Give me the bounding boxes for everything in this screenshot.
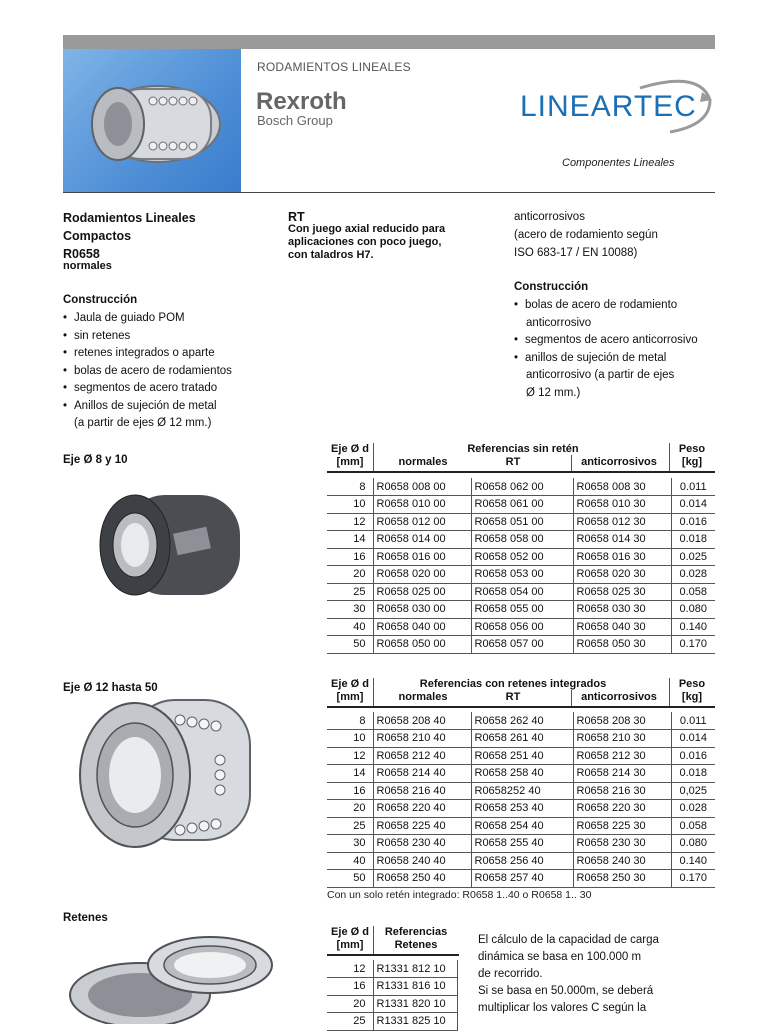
shaft-cell: 25 (327, 583, 373, 601)
anticorrosion-line3: ISO 683-17 / EN 10088) (514, 247, 638, 259)
anticorrosive-ref-cell: R0658 020 30 (573, 566, 671, 584)
shaft-cell: 30 (327, 835, 373, 853)
weight-cell: 0.014 (671, 496, 715, 514)
table-row (327, 835, 715, 853)
shaft-cell: 50 (327, 636, 373, 654)
table-row (327, 583, 715, 601)
t1-header-col3: anticorrosivos (581, 456, 657, 468)
construction-heading-right: Construcción (514, 281, 589, 293)
normal-ref-cell: R0658 225 40 (373, 817, 471, 835)
rt-ref-cell: R0658 261 40 (471, 730, 573, 748)
t3-header-divider (373, 926, 374, 954)
weight-cell: 0.080 (671, 835, 715, 853)
construction-list (63, 310, 232, 415)
references-table-integrated-seals (327, 712, 715, 888)
construction-heading: Construcción (63, 294, 138, 306)
rt-ref-cell: R0658252 40 (471, 782, 573, 800)
anticorrosive-ref-cell: R0658 250 30 (573, 870, 671, 888)
shaft-label-small: Eje Ø 8 y 10 (63, 454, 128, 466)
t1-header-weight-label: Peso (678, 443, 706, 455)
bearing-open-image (70, 690, 270, 860)
table-row (327, 531, 715, 549)
normal-ref-cell: R0658 230 40 (373, 835, 471, 853)
t3-header-shaft (327, 926, 373, 952)
list-item-cont: Ø 12 mm.) (526, 387, 581, 399)
t3-header-shaft-unit: [mm] (336, 939, 364, 951)
normal-ref-cell: R0658 025 00 (373, 583, 471, 601)
weight-cell: 0.011 (671, 478, 715, 496)
weight-cell: 0.016 (671, 513, 715, 531)
partner-logo: LINEARTEC (520, 90, 697, 123)
t1-header-divider (373, 443, 374, 471)
calc-note-line3: de recorrido. (478, 968, 543, 980)
t1-header-weight (670, 443, 714, 469)
weight-cell: 0.011 (671, 712, 715, 730)
t1-header-shaft-label: Eje Ø d (331, 443, 369, 455)
single-seal-note: Con un solo retén integrado: R0658 1..40 o R0658 1.. 30 (327, 889, 592, 901)
rt-ref-cell: R0658 254 40 (471, 817, 573, 835)
t2-header-divider (373, 678, 374, 706)
normal-ref-cell: R0658 212 40 (373, 747, 471, 765)
table-row (327, 566, 715, 584)
t1-header-weight-unit: [kg] (681, 456, 703, 468)
normal-ref-cell: R0658 016 00 (373, 548, 471, 566)
normal-ref-cell: R0658 014 00 (373, 531, 471, 549)
list-item: • bolas de acero de rodamientos (63, 363, 232, 381)
brand-logo: Rexroth (256, 88, 347, 115)
anticorrosive-ref-cell: R0658 025 30 (573, 583, 671, 601)
anticorrosive-ref-cell: R0658 240 30 (573, 852, 671, 870)
anticorrosive-ref-cell: R0658 030 30 (573, 601, 671, 619)
t2-header-col3: anticorrosivos (581, 691, 657, 703)
normal-ref-cell: R0658 010 00 (373, 496, 471, 514)
product-title-line2: Compactos (63, 229, 132, 243)
normal-ref-cell: R0658 050 00 (373, 636, 471, 654)
rt-ref-cell: R0658 258 40 (471, 765, 573, 783)
rt-ref-cell: R0658 257 40 (471, 870, 573, 888)
t1-header-rule (327, 471, 715, 473)
t3-header-rule (327, 954, 459, 956)
shaft-cell: 40 (327, 618, 373, 636)
weight-cell: 0.018 (671, 765, 715, 783)
rt-ref-cell: R0658 057 00 (471, 636, 573, 654)
shaft-cell: 16 (327, 548, 373, 566)
brand-subtitle: Bosch Group (257, 113, 333, 128)
t2-header-shaft-label: Eje Ø d (331, 678, 369, 690)
shaft-cell: 12 (327, 747, 373, 765)
table-row (327, 782, 715, 800)
anticorrosive-ref-cell: R0658 008 30 (573, 478, 671, 496)
normal-ref-cell: R0658 240 40 (373, 852, 471, 870)
table-row (327, 601, 715, 619)
anticorrosive-ref-cell: R0658 230 30 (573, 835, 671, 853)
shaft-label-large: Eje Ø 12 hasta 50 (63, 682, 158, 694)
normal-ref-cell: R0658 210 40 (373, 730, 471, 748)
t3-header-shaft-label: Eje Ø d (331, 926, 369, 938)
list-item: • Anillos de sujeción de metal (63, 398, 232, 416)
construction-note: (a partir de ejes Ø 12 mm.) (74, 417, 212, 429)
rt-ref-cell: R0658 054 00 (471, 583, 573, 601)
list-item: • bolas de acero de rodamiento (514, 297, 677, 315)
table-row (327, 960, 457, 978)
anticorrosive-ref-cell: R0658 210 30 (573, 730, 671, 748)
header-bar (63, 35, 715, 49)
product-title-line1: Rodamientos Lineales (63, 211, 196, 225)
weight-cell: 0.028 (671, 566, 715, 584)
table-row (327, 978, 457, 996)
anticorrosive-ref-cell: R0658 012 30 (573, 513, 671, 531)
rt-ref-cell: R0658 256 40 (471, 852, 573, 870)
rt-desc-1: Con juego axial reducido para (288, 223, 446, 235)
calc-note-line4: Si se basa en 50.000m, se deberá (478, 985, 654, 997)
shaft-cell: 25 (327, 817, 373, 835)
anticorrosive-ref-cell: R0658 010 30 (573, 496, 671, 514)
weight-cell: 0.016 (671, 747, 715, 765)
shaft-cell: 10 (327, 496, 373, 514)
weight-cell: 0.025 (671, 548, 715, 566)
list-item: • anillos de sujeción de metal (514, 350, 698, 368)
rt-ref-cell: R0658 051 00 (471, 513, 573, 531)
t3-header-ref-label: Referencias (384, 926, 448, 938)
t1-header-divider (669, 443, 670, 471)
t2-header-shaft (327, 678, 373, 704)
t1-header-col1: normales (398, 456, 448, 468)
partner-tagline: Componentes Lineales (562, 157, 675, 169)
normal-ref-cell: R0658 220 40 (373, 800, 471, 818)
seals-image (60, 935, 280, 1024)
shaft-cell: 12 (327, 960, 373, 978)
table-row (327, 747, 715, 765)
shaft-cell: 10 (327, 730, 373, 748)
rt-ref-cell: R0658 255 40 (471, 835, 573, 853)
t2-header-group: Referencias con retenes integrados (419, 678, 607, 690)
header-divider (63, 192, 715, 193)
shaft-cell: 8 (327, 478, 373, 496)
table-row (327, 548, 715, 566)
rt-ref-cell: R0658 253 40 (471, 800, 573, 818)
weight-cell: 0.140 (671, 618, 715, 636)
table-row (327, 817, 715, 835)
normal-ref-cell: R0658 216 40 (373, 782, 471, 800)
weight-cell: 0.014 (671, 730, 715, 748)
product-model: R0658 (63, 247, 100, 261)
shaft-cell: 20 (327, 995, 373, 1013)
normal-ref-cell: R0658 214 40 (373, 765, 471, 783)
t3-header-ref-sub: Retenes (394, 939, 438, 951)
table-row (327, 636, 715, 654)
category-label: RODAMIENTOS LINEALES (257, 60, 411, 74)
shaft-cell: 8 (327, 712, 373, 730)
table-row (327, 870, 715, 888)
anticorrosive-ref-cell: R0658 225 30 (573, 817, 671, 835)
rt-ref-cell: R0658 251 40 (471, 747, 573, 765)
weight-cell: 0.170 (671, 636, 715, 654)
seal-ref-cell: R1331 816 10 (373, 978, 457, 996)
list-item: • retenes integrados o aparte (63, 345, 232, 363)
t1-header-group: Referencias sin retén (467, 443, 579, 455)
weight-cell: 0.028 (671, 800, 715, 818)
weight-cell: 0.140 (671, 852, 715, 870)
weight-cell: 0.080 (671, 601, 715, 619)
normal-ref-cell: R0658 250 40 (373, 870, 471, 888)
shaft-cell: 16 (327, 978, 373, 996)
rt-desc-2: aplicaciones con poco juego, (288, 236, 442, 248)
t2-header-rule (327, 706, 715, 708)
rt-desc-3: con taladros H7. (288, 249, 374, 261)
shaft-cell: 20 (327, 566, 373, 584)
rt-ref-cell: R0658 058 00 (471, 531, 573, 549)
anticorrosive-ref-cell: R0658 014 30 (573, 531, 671, 549)
weight-cell: 0,025 (671, 782, 715, 800)
t1-header-shaft (327, 443, 373, 469)
seal-ref-cell: R1331 812 10 (373, 960, 457, 978)
seal-ref-cell: R1331 820 10 (373, 995, 457, 1013)
table-row (327, 1013, 457, 1031)
normal-ref-cell: R0658 008 00 (373, 478, 471, 496)
table-row (327, 513, 715, 531)
weight-cell: 0.018 (671, 531, 715, 549)
shaft-cell: 14 (327, 765, 373, 783)
table-row (327, 852, 715, 870)
product-variant: normales (63, 260, 112, 272)
product-photo (63, 49, 241, 192)
list-item-cont: anticorrosivo (526, 317, 592, 329)
normal-ref-cell: R0658 030 00 (373, 601, 471, 619)
construction-list-right (514, 297, 677, 315)
t1-header-col2: RT (505, 456, 521, 468)
anticorrosive-ref-cell: R0658 212 30 (573, 747, 671, 765)
t1-header-shaft-unit: [mm] (336, 456, 364, 468)
list-item: • segmentos de acero anticorrosivo (514, 332, 698, 350)
references-table-no-seal (327, 478, 715, 654)
table-row (327, 618, 715, 636)
anticorrosive-ref-cell: R0658 216 30 (573, 782, 671, 800)
shaft-cell: 30 (327, 601, 373, 619)
t2-header-weight (670, 678, 714, 704)
anticorrosive-ref-cell: R0658 214 30 (573, 765, 671, 783)
anticorrosive-ref-cell: R0658 050 30 (573, 636, 671, 654)
table-row (327, 496, 715, 514)
anticorrosive-ref-cell: R0658 016 30 (573, 548, 671, 566)
shaft-cell: 40 (327, 852, 373, 870)
anticorrosive-ref-cell: R0658 220 30 (573, 800, 671, 818)
list-item: • Jaula de guiado POM (63, 310, 232, 328)
anticorrosive-ref-cell: R0658 208 30 (573, 712, 671, 730)
list-item: • sin retenes (63, 328, 232, 346)
rt-ref-cell: R0658 052 00 (471, 548, 573, 566)
calc-note-line2: dinámica se basa en 100.000 m (478, 951, 642, 963)
t2-header-col1: normales (398, 691, 448, 703)
table-row (327, 730, 715, 748)
rt-ref-cell: R0658 055 00 (471, 601, 573, 619)
list-item-cont: anticorrosivo (a partir de ejes (526, 369, 675, 381)
construction-list-right-2 (514, 332, 698, 367)
rt-ref-cell: R0658 053 00 (471, 566, 573, 584)
shaft-cell: 14 (327, 531, 373, 549)
normal-ref-cell: R0658 040 00 (373, 618, 471, 636)
table-row (327, 712, 715, 730)
normal-ref-cell: R0658 020 00 (373, 566, 471, 584)
calc-note-line1: El cálculo de la capacidad de carga (478, 934, 659, 946)
t2-header-divider (571, 690, 572, 706)
anticorrosion-line1: anticorrosivos (514, 211, 585, 223)
rt-title: RT (288, 210, 305, 224)
shaft-cell: 20 (327, 800, 373, 818)
shaft-cell: 50 (327, 870, 373, 888)
weight-cell: 0.058 (671, 817, 715, 835)
t2-header-divider (669, 678, 670, 706)
anticorrosion-line2: (acero de rodamiento según (514, 229, 658, 241)
seals-label: Retenes (63, 912, 108, 924)
t2-header-col2: RT (505, 691, 521, 703)
table-row (327, 765, 715, 783)
shaft-cell: 25 (327, 1013, 373, 1031)
rt-ref-cell: R0658 056 00 (471, 618, 573, 636)
list-item: • segmentos de acero tratado (63, 380, 232, 398)
normal-ref-cell: R0658 208 40 (373, 712, 471, 730)
weight-cell: 0.058 (671, 583, 715, 601)
t3-header-ref (374, 926, 458, 952)
t2-header-shaft-unit: [mm] (336, 691, 364, 703)
weight-cell: 0.170 (671, 870, 715, 888)
anticorrosive-ref-cell: R0658 040 30 (573, 618, 671, 636)
t2-header-weight-unit: [kg] (681, 691, 703, 703)
rt-ref-cell: R0658 062 00 (471, 478, 573, 496)
calc-note-line5: multiplicar los valores C según la (478, 1002, 647, 1014)
normal-ref-cell: R0658 012 00 (373, 513, 471, 531)
rt-ref-cell: R0658 262 40 (471, 712, 573, 730)
table-row (327, 995, 457, 1013)
seals-table (327, 960, 458, 1031)
shaft-cell: 16 (327, 782, 373, 800)
table-row (327, 800, 715, 818)
rt-ref-cell: R0658 061 00 (471, 496, 573, 514)
bearing-compact-image (95, 485, 255, 605)
table-row (327, 478, 715, 496)
seal-ref-cell: R1331 825 10 (373, 1013, 457, 1031)
shaft-cell: 12 (327, 513, 373, 531)
t2-header-weight-label: Peso (678, 678, 706, 690)
t1-header-divider (571, 455, 572, 471)
